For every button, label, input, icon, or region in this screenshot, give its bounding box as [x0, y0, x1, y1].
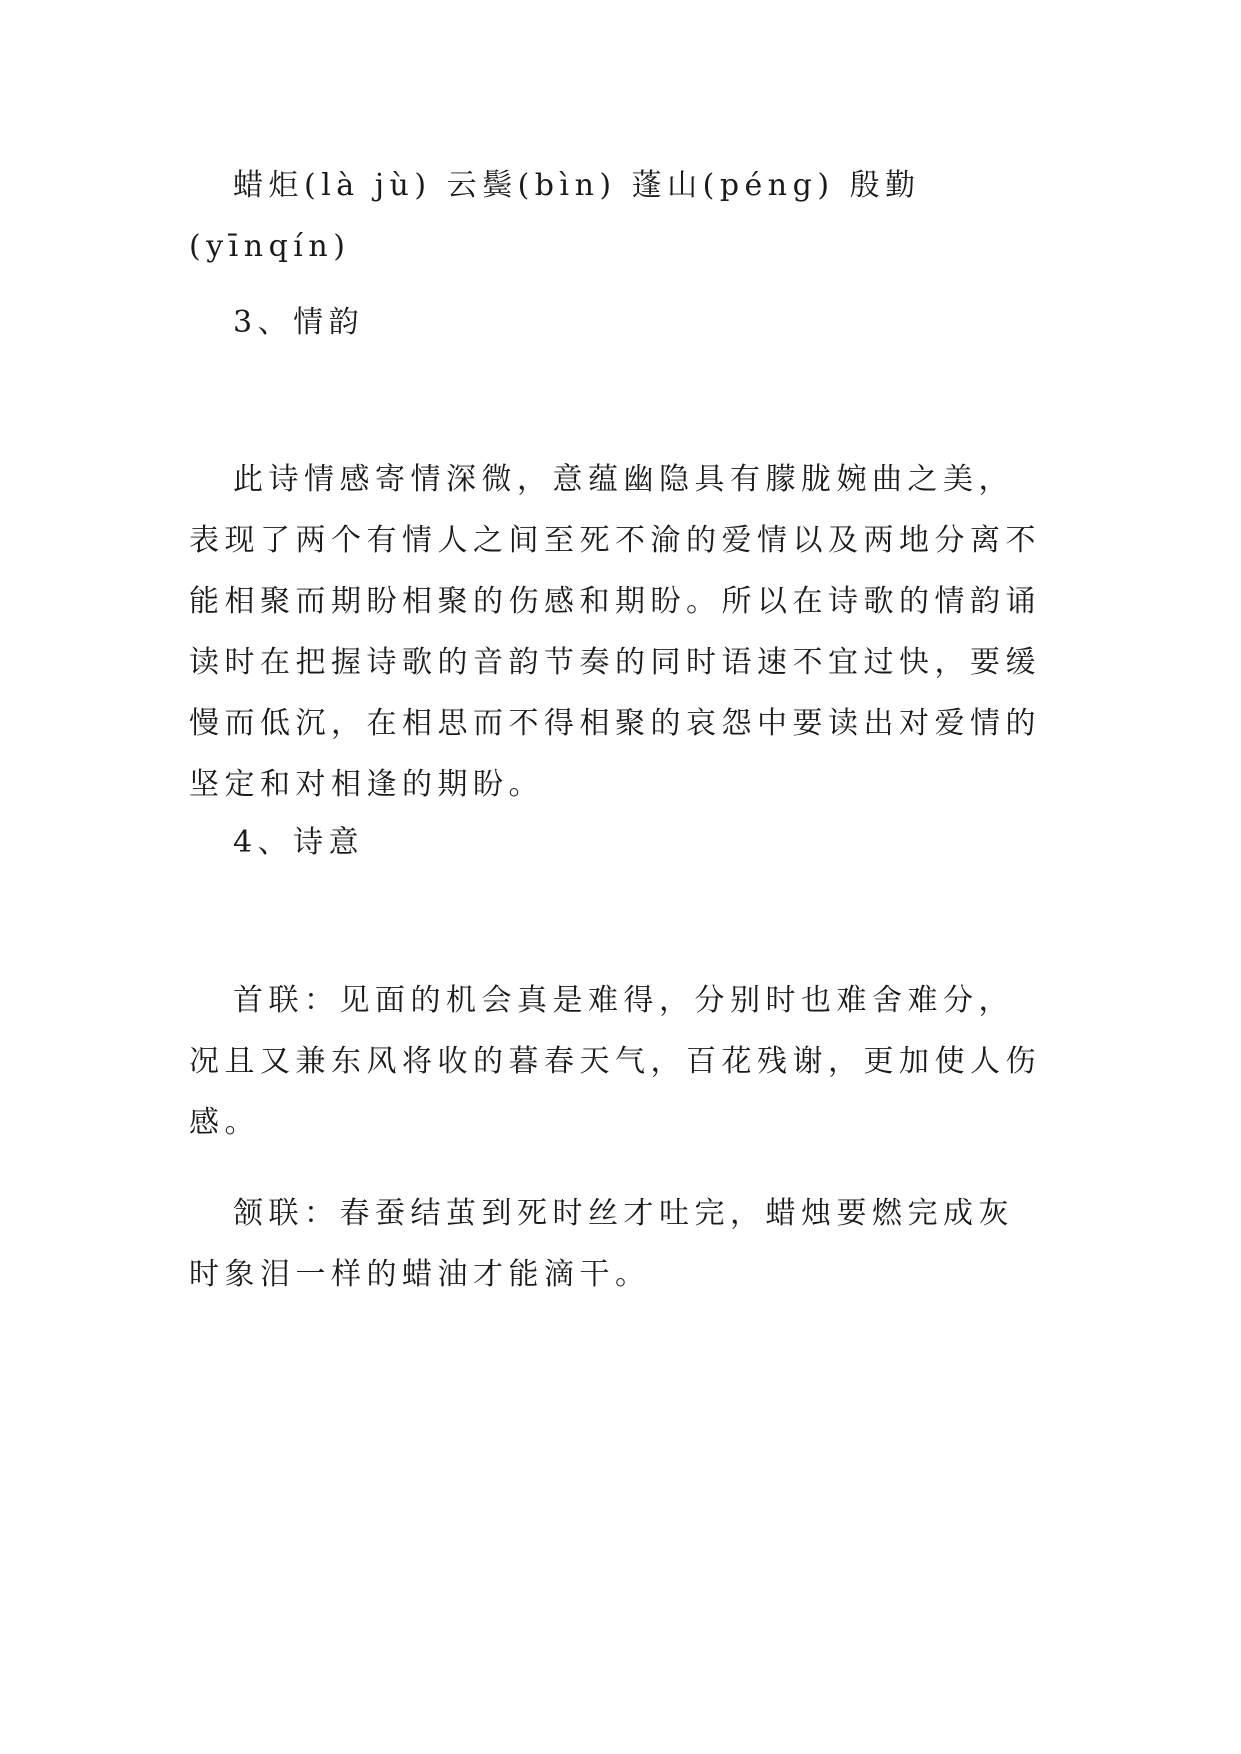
section-4-heading: 4、诗意 [233, 825, 365, 860]
pinyin-line: 蜡炬(là jù) 云鬓(bìn) 蓬山(péng) 殷勤(yīnqín) [189, 168, 921, 264]
hanlian-paragraph: 颔联：春蚕结茧到死时丝才吐完，蜡烛要燃完成灰时象泪一样的蜡油才能滴干。 [189, 1196, 1014, 1292]
section-3-heading: 3、情韵 [233, 305, 365, 340]
section-3-paragraph: 此诗情感寄情深微，意蕴幽隐具有朦胧婉曲之美，表现了两个有情人之间至死不渝的爱情以及两地分离不能相聚而期盼相聚的伤感和期盼。所以在诗歌的情韵诵读时在把握诗歌的音韵节奏的同时语速不宜过快，要缓慢而低沉，在相思而不得相聚的哀怨中要读出对爱情的坚定和对相逢的期盼。 [189, 462, 1041, 802]
shoulian-paragraph: 首联：见面的机会真是难得，分别时也难舍难分，况且又兼东风将收的暮春天气，百花残谢，更加使人伤感。 [189, 983, 1041, 1140]
